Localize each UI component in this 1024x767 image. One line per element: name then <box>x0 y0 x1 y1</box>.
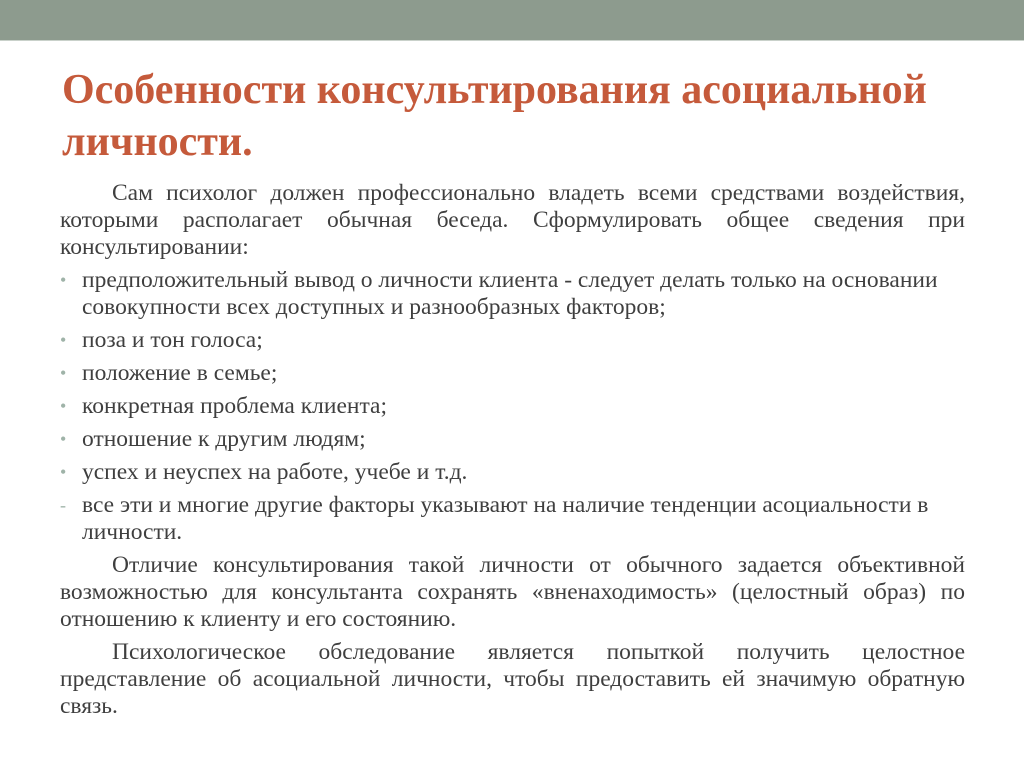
list-item-text: конкретная проблема клиента; <box>82 393 387 419</box>
list-item-text: успех и неуспех на работе, учебе и т.д. <box>82 459 468 485</box>
header-divider <box>0 40 1024 41</box>
factor-list <box>60 267 965 546</box>
list-item <box>60 360 965 387</box>
list-item <box>60 426 965 453</box>
list-item-text: все эти и многие другие факторы указывают на наличие тенденции асоциальности в личности. <box>82 492 929 545</box>
list-item-text: поза и тон голоса; <box>82 327 263 353</box>
intro-paragraph: Сам психолог должен профессионально владеть всеми средствами воздействия, которыми располагает обычная беседа. Сформулировать общее сведения при консультировании: <box>60 180 965 260</box>
bullet-marker: • <box>60 396 67 416</box>
list-item-text: положение в семье; <box>82 360 278 386</box>
list-item-text: отношение к другим людям; <box>82 426 366 452</box>
bullet-marker: • <box>60 429 67 449</box>
bullet-marker: • <box>60 363 67 383</box>
list-item <box>60 327 965 354</box>
list-item-text: предположительный вывод о личности клиента - следует делать только на основании совокупности всех доступных и разнообразных факторов; <box>82 267 938 320</box>
bullet-marker: • <box>60 330 67 350</box>
difference-paragraph: Отличие консультирования такой личности от обычного задается объективной возможностью для консультанта сохранять «вненаходимость» (целостный образ) по отношению к клиенту и его состоянию. <box>60 552 965 632</box>
bullet-marker: • <box>60 270 67 290</box>
header-bar <box>0 0 1024 40</box>
bullet-marker: • <box>60 462 67 482</box>
list-item <box>60 393 965 420</box>
list-item <box>60 492 965 546</box>
dash-marker: - <box>60 495 66 515</box>
list-item <box>60 459 965 486</box>
list-item <box>60 267 965 321</box>
slide-body <box>60 180 965 726</box>
slide-title: Особенности консультирования асоциальной личности. <box>62 67 927 165</box>
examination-paragraph: Психологическое обследование является попыткой получить целостное представление об асоциальной личности, чтобы предоставить ей значимую обратную связь. <box>60 639 965 719</box>
